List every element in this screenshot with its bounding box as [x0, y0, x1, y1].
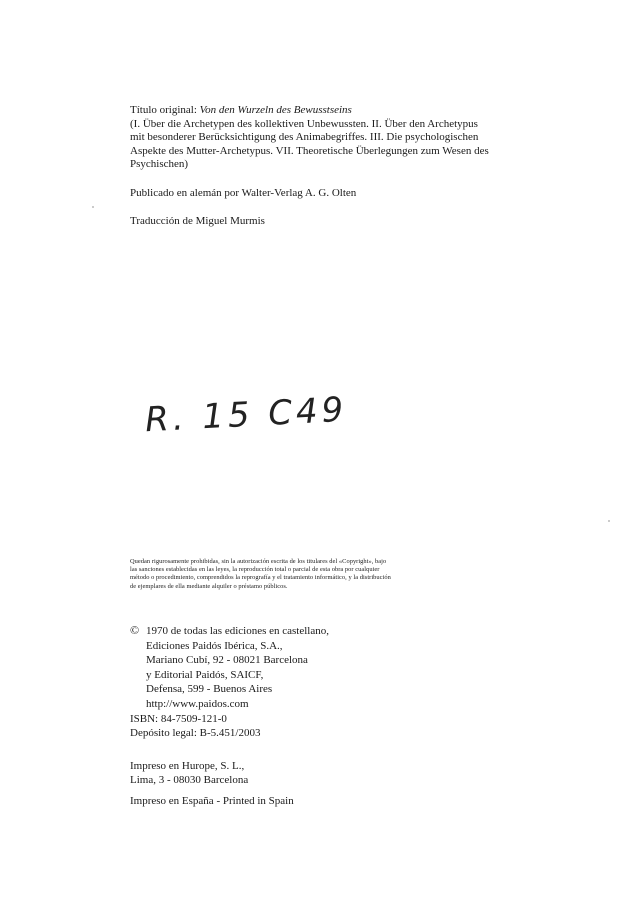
scan-speck — [92, 206, 94, 208]
publication-block — [130, 187, 510, 201]
handwritten-note: R. 15 C49 — [144, 389, 349, 441]
original-title-line — [130, 104, 510, 118]
printed-in-block — [130, 795, 510, 809]
copyright-line: http://www.paidos.com — [146, 697, 249, 710]
copyright-line: Defensa, 599 - Buenos Aires — [146, 683, 273, 695]
legal-notice-line: de ejemplares de ella mediante alquiler o préstamo públicos. — [130, 582, 288, 590]
scan-speck — [608, 520, 610, 522]
printer-block — [130, 760, 510, 787]
copyright-line: Ediciones Paidós Ibérica, S.A., — [146, 639, 283, 652]
printer-line: Lima, 3 - 08030 Barcelona — [130, 773, 249, 786]
translation-block — [130, 215, 510, 229]
contents-line: Psychischen) — [130, 158, 189, 170]
contents-line: mit besonderer Berücksichtigung des Animabegriffes. III. Die psychologischen — [130, 131, 479, 143]
legal-deposit: Depósito legal: B-5.451/2003 — [130, 726, 261, 739]
legal-notice-line: las sanciones establecidas en las leyes, la reproducción total o parcial de esta obra por cualquier — [130, 566, 380, 574]
legal-notice — [130, 558, 510, 591]
original-title-block — [130, 104, 510, 172]
publication-note: Publicado en alemán por Walter-Verlag A. G. Olten — [130, 187, 357, 199]
isbn: ISBN: 84-7509-121-0 — [130, 713, 227, 725]
contents-line: Aspekte des Mutter-Archetypus. VII. Theoretische Überlegungen zum Wesen des — [130, 144, 489, 157]
legal-notice-line: método o procedimiento, comprendidos la reprografía y el tratamiento informático, y la distribución — [130, 574, 391, 582]
original-title: Von den Wurzeln des Bewusstseins — [199, 104, 352, 116]
copyright-line: Mariano Cubí, 92 - 08021 Barcelona — [146, 654, 308, 666]
copyright-block — [146, 624, 329, 711]
copyright-symbol: © — [130, 623, 140, 637]
original-title-label: Título original: — [130, 104, 197, 116]
legal-notice-line: Quedan rigurosamente prohibidas, sin la autorización escrita de los titulares del «Copyright», bajo — [130, 558, 387, 565]
translation-note: Traducción de Miguel Murmis — [130, 215, 265, 227]
isbn-block — [130, 713, 510, 740]
printed-in: Impreso en España - Printed in Spain — [130, 795, 294, 807]
copyright-line: 1970 de todas las ediciones en castellano, — [146, 625, 329, 637]
copyright-line: y Editorial Paidós, SAICF, — [146, 668, 264, 681]
contents-line: (I. Über die Archetypen des kollektiven Unbewussten. II. Über den Archetypus — [130, 117, 478, 130]
printer-line: Impreso en Hurope, S. L., — [130, 760, 245, 772]
